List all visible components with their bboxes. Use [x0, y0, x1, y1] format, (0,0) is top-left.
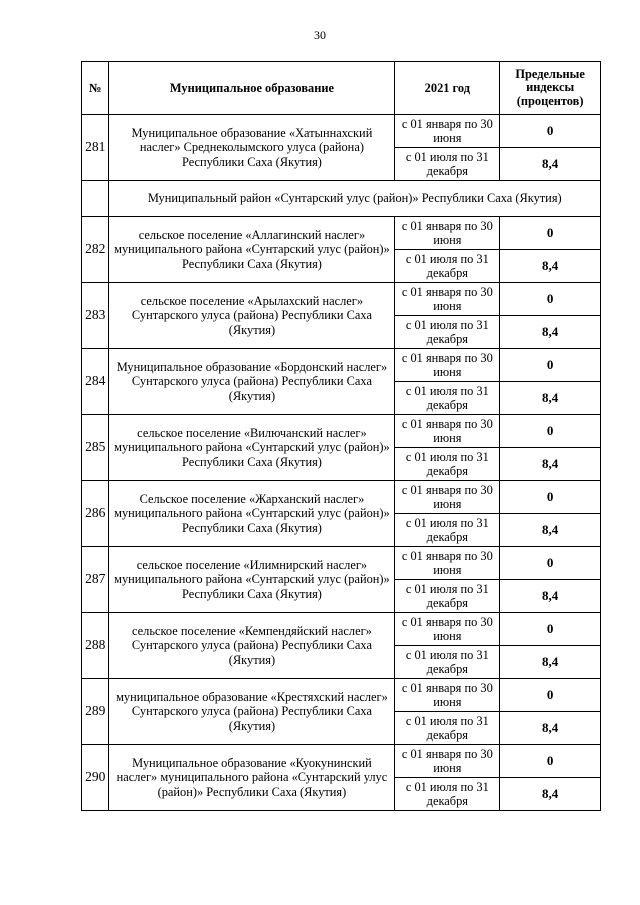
index-first-half: 0	[500, 349, 601, 382]
index-second-half: 8,4	[500, 514, 601, 547]
row-number: 283	[82, 283, 109, 349]
municipality-name: сельское поселение «Илимнирский наслег» муниципального района «Сунтарский улус (район)» Республики Саха (Якутия)	[109, 547, 395, 613]
table-row	[82, 745, 601, 778]
municipality-name: сельское поселение «Вилючанский наслег» муниципального района «Сунтарский улус (район)» Республики Саха (Якутия)	[109, 415, 395, 481]
index-second-half: 8,4	[500, 250, 601, 283]
period-first-half: с 01 января по 30 июня	[395, 547, 500, 580]
period-second-half: с 01 июля по 31 декабря	[395, 712, 500, 745]
index-second-half: 8,4	[500, 580, 601, 613]
index-second-half: 8,4	[500, 382, 601, 415]
table-row	[82, 415, 601, 448]
index-first-half: 0	[500, 547, 601, 580]
header-year: 2021 год	[395, 62, 500, 115]
row-number: 281	[82, 115, 109, 181]
index-first-half: 0	[500, 481, 601, 514]
row-number: 286	[82, 481, 109, 547]
table-row	[82, 217, 601, 250]
header-municipality: Муниципальное образование	[109, 62, 395, 115]
table-row	[82, 349, 601, 382]
table-row	[82, 283, 601, 316]
period-first-half: с 01 января по 30 июня	[395, 613, 500, 646]
row-number: 282	[82, 217, 109, 283]
tariff-index-table	[81, 61, 601, 811]
index-second-half: 8,4	[500, 712, 601, 745]
period-first-half: с 01 января по 30 июня	[395, 349, 500, 382]
period-second-half: с 01 июля по 31 декабря	[395, 514, 500, 547]
period-second-half: с 01 июля по 31 декабря	[395, 646, 500, 679]
period-second-half: с 01 июля по 31 декабря	[395, 316, 500, 349]
municipality-name: сельское поселение «Кемпендяйский наслег» Сунтарского улуса (района) Республики Саха (Якутия)	[109, 613, 395, 679]
table-header-row	[82, 62, 601, 115]
municipality-name: сельское поселение «Аллагинский наслег» муниципального района «Сунтарский улус (район)» Республики Саха (Якутия)	[109, 217, 395, 283]
table-row	[82, 115, 601, 148]
period-first-half: с 01 января по 30 июня	[395, 217, 500, 250]
period-second-half: с 01 июля по 31 декабря	[395, 580, 500, 613]
row-number: 285	[82, 415, 109, 481]
index-second-half: 8,4	[500, 148, 601, 181]
row-number: 288	[82, 613, 109, 679]
table-row	[82, 547, 601, 580]
period-first-half: с 01 января по 30 июня	[395, 679, 500, 712]
table-row	[82, 613, 601, 646]
period-first-half: с 01 января по 30 июня	[395, 283, 500, 316]
municipality-name: Сельское поселение «Жарханский наслег» муниципального района «Сунтарский улус (район)» Республики Саха (Якутия)	[109, 481, 395, 547]
district-row	[82, 181, 601, 217]
period-first-half: с 01 января по 30 июня	[395, 745, 500, 778]
period-second-half: с 01 июля по 31 декабря	[395, 148, 500, 181]
period-first-half: с 01 января по 30 июня	[395, 115, 500, 148]
index-first-half: 0	[500, 217, 601, 250]
municipality-name: Муниципальное образование «Куокунинский наслег» муниципального района «Сунтарский улус (район)» Республики Саха (Якутия)	[109, 745, 395, 811]
municipality-name: Муниципальное образование «Бордонский наслег» Сунтарского улуса (района) Республики Саха (Якутия)	[109, 349, 395, 415]
row-number: 290	[82, 745, 109, 811]
table-body	[82, 115, 601, 811]
period-second-half: с 01 июля по 31 декабря	[395, 250, 500, 283]
row-number: 287	[82, 547, 109, 613]
period-second-half: с 01 июля по 31 декабря	[395, 448, 500, 481]
table-row	[82, 481, 601, 514]
municipality-name: сельское поселение «Арылахский наслег» Сунтарского улуса (района) Республики Саха (Якутия)	[109, 283, 395, 349]
index-first-half: 0	[500, 283, 601, 316]
index-first-half: 0	[500, 745, 601, 778]
index-first-half: 0	[500, 613, 601, 646]
municipality-name: муниципальное образование «Крестяхский наслег» Сунтарского улуса (района) Республики Саха (Якутия)	[109, 679, 395, 745]
period-second-half: с 01 июля по 31 декабря	[395, 382, 500, 415]
index-first-half: 0	[500, 115, 601, 148]
header-indices: Предельные индексы (процентов)	[500, 62, 601, 115]
district-number-cell	[82, 181, 109, 217]
municipality-name: Муниципальное образование «Хатыннахский наслег» Среднеколымского улуса (района) Республики Саха (Якутия)	[109, 115, 395, 181]
index-first-half: 0	[500, 679, 601, 712]
period-second-half: с 01 июля по 31 декабря	[395, 778, 500, 811]
district-title: Муниципальный район «Сунтарский улус (район)» Республики Саха (Якутия)	[109, 181, 601, 217]
index-second-half: 8,4	[500, 646, 601, 679]
index-first-half: 0	[500, 415, 601, 448]
index-second-half: 8,4	[500, 316, 601, 349]
page-number: 30	[314, 28, 326, 42]
index-second-half: 8,4	[500, 778, 601, 811]
row-number: 284	[82, 349, 109, 415]
period-first-half: с 01 января по 30 июня	[395, 481, 500, 514]
row-number: 289	[82, 679, 109, 745]
table-row	[82, 679, 601, 712]
header-number: №	[82, 62, 109, 115]
period-first-half: с 01 января по 30 июня	[395, 415, 500, 448]
index-second-half: 8,4	[500, 448, 601, 481]
